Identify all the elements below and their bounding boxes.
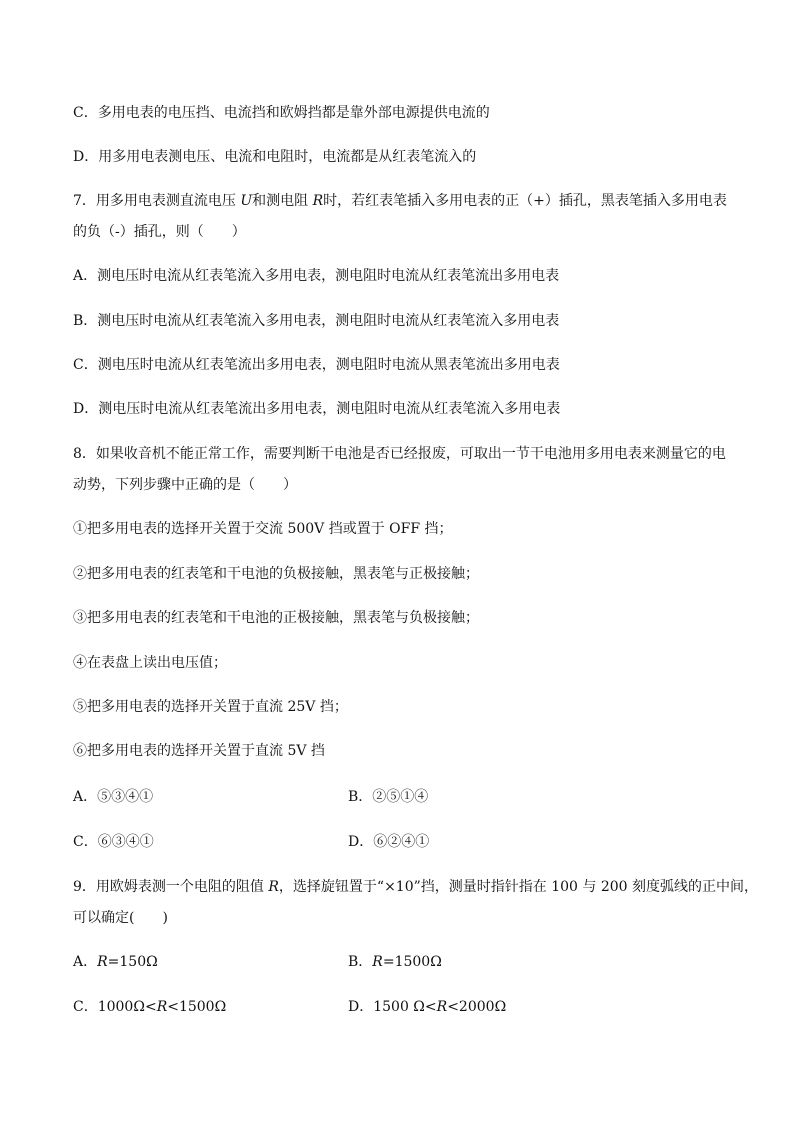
q9-stem-line2: 可以确定( ): [73, 910, 168, 926]
q8-step-5: ⑤把多用电表的选择开关置于直流 25V 挡；: [73, 699, 348, 715]
q6-option-c: C．多用电表的电压挡、电流挡和欧姆挡都是靠外部电源提供电流的: [73, 105, 490, 121]
q9-stem-line1: [73, 877, 758, 897]
q9-var-r: R: [436, 999, 448, 1015]
q8-step-3: ③把多用电表的红表笔和干电池的正极接触，黑表笔与负极接触；: [73, 610, 479, 626]
q9-option-text: <1500Ω: [167, 999, 227, 1015]
q7-stem-line2: 的负（-）插孔，则（ ）: [73, 224, 246, 240]
q8-step-6: ⑥把多用电表的选择开关置于直流 5V 挡: [73, 743, 325, 759]
q9-option-d: [348, 997, 506, 1017]
q7-stem-text: 时，若红表笔插入多用电表的正（+）插孔，黑表笔插入多用电表: [323, 193, 727, 209]
q7-option-c: C．测电压时电流从红表笔流出多用电表，测电阻时电流从黑表笔流出多用电表: [73, 357, 560, 373]
q7-option-b: B．测电压时电流从红表笔流入多用电表，测电阻时电流从红表笔流入多用电表: [73, 313, 560, 329]
q8-stem-line2: 动势，下列步骤中正确的是（ ）: [73, 477, 297, 493]
q8-option-c: C．⑥③④①: [73, 834, 154, 850]
q9-option-text: <2000Ω: [447, 999, 507, 1015]
q9-var-r: R: [372, 954, 383, 970]
q8-option-a: A．⑤③④①: [73, 789, 154, 805]
q9-option-a: [73, 952, 158, 972]
q9-var-r: R: [268, 879, 279, 895]
q7-var-r: R: [312, 193, 324, 209]
q9-stem-text: ，选择旋钮置于“×10”挡，测量时指针指在 100 与 200 刻度弧线的正中间，: [278, 879, 759, 895]
q6-option-d: D．用多用电表测电压、电流和电阻时，电流都是从红表笔流入的: [73, 149, 477, 165]
q9-option-text: C．1000Ω<: [73, 999, 157, 1015]
q9-option-c: [73, 997, 226, 1017]
q9-option-text: D．1500 Ω<: [348, 999, 437, 1015]
q8-stem-line1: 8．如果收音机不能正常工作，需要判断干电池是否已经报废，可取出一节干电池用多用电表来测量它的电: [73, 446, 726, 462]
q7-stem-text: 和测电阻: [252, 193, 313, 209]
q8-step-4: ④在表盘上读出电压值；: [73, 655, 227, 671]
q8-step-2: ②把多用电表的红表笔和干电池的负极接触，黑表笔与正极接触；: [73, 566, 479, 582]
q9-option-label: A．: [73, 954, 98, 970]
q8-option-b: B．②⑤①④: [348, 789, 429, 805]
q9-var-r: R: [97, 954, 108, 970]
q9-stem-text: 9．用欧姆表测一个电阻的阻值: [73, 879, 269, 895]
q7-option-a: A．测电压时电流从红表笔流入多用电表，测电阻时电流从红表笔流出多用电表: [73, 268, 560, 284]
q7-stem-line1: [73, 191, 727, 211]
q9-option-value: =1500Ω: [382, 954, 442, 970]
q8-option-d: D．⑥②④①: [348, 834, 430, 850]
q7-var-u: U: [240, 193, 253, 209]
q9-option-label: B．: [348, 954, 373, 970]
q7-option-d: D．测电压时电流从红表笔流出多用电表，测电阻时电流从红表笔流入多用电表: [73, 401, 561, 417]
q7-stem-text: 7．用多用电表测直流电压: [73, 193, 241, 209]
q9-option-value: =150Ω: [107, 954, 158, 970]
q9-var-r: R: [156, 999, 168, 1015]
q8-step-1: ①把多用电表的选择开关置于交流 500V 挡或置于 OFF 挡；: [73, 521, 453, 537]
q9-option-b: [348, 952, 442, 972]
